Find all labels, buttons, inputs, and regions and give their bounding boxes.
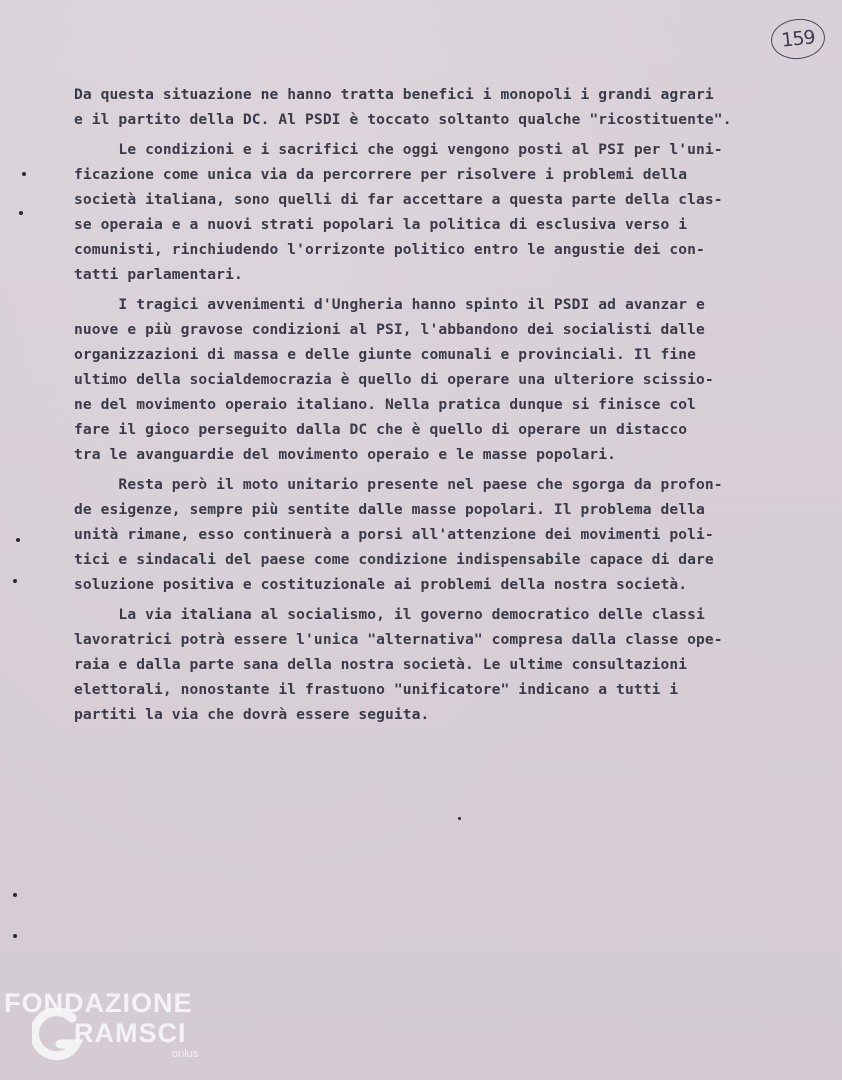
text-line: unità rimane, esso continuerà a porsi all'attenzione dei movimenti poli- bbox=[74, 526, 714, 543]
text-line: soluzione positiva e costituzionale ai problemi della nostra società. bbox=[74, 576, 688, 593]
margin-mark bbox=[13, 579, 17, 583]
watermark-line1: FONDAZIONE bbox=[4, 988, 193, 1018]
text-line: tici e sindacali del paese come condizione indispensabile capace di dare bbox=[74, 551, 714, 568]
text-line: I tragici avvenimenti d'Ungheria hanno spinto il PSDI ad avanzar e bbox=[74, 296, 705, 313]
page-number-stamp: 159 bbox=[769, 16, 827, 61]
margin-mark bbox=[19, 211, 23, 215]
text-line: organizzazioni di massa e delle giunte comunali e provinciali. Il fine bbox=[74, 346, 697, 363]
text-line: Le condizioni e i sacrifici che oggi vengono posti al PSI per l'uni- bbox=[74, 141, 723, 158]
text-line: tra le avanguardie del movimento operaio e le masse popolari. bbox=[74, 446, 617, 463]
text-line: fare il gioco perseguito dalla DC che è quello di operare un distacco bbox=[74, 421, 688, 438]
text-line: nuove e più gravose condizioni al PSI, l'abbandono dei socialisti dalle bbox=[74, 321, 705, 338]
text-line: ne del movimento operaio italiano. Nella pratica dunque si finisce col bbox=[74, 396, 697, 413]
text-line: ficazione come unica via da percorrere per risolvere i problemi della bbox=[74, 166, 688, 183]
text-line: lavoratrici potrà essere l'unica "alternativa" compresa dalla classe ope- bbox=[74, 631, 723, 648]
text-line: raia e dalla parte sana della nostra società. Le ultime consultazioni bbox=[74, 656, 688, 673]
margin-mark bbox=[13, 934, 17, 938]
text-line: de esigenze, sempre più sentite dalle masse popolari. Il problema della bbox=[74, 501, 705, 518]
margin-mark bbox=[16, 538, 20, 542]
typewritten-body bbox=[74, 82, 814, 727]
watermark-line3: onlus bbox=[172, 1048, 199, 1060]
margin-mark bbox=[13, 893, 17, 897]
text-line: partiti la via che dovrà essere seguita. bbox=[74, 706, 430, 723]
text-line: Da questa situazione ne hanno tratta benefici i monopoli i grandi agrari bbox=[74, 86, 714, 103]
text-line: elettorali, nonostante il frastuono "unificatore" indicano a tutti i bbox=[74, 681, 679, 698]
text-line: comunisti, rinchiudendo l'orrizonte politico entro le angustie dei con- bbox=[74, 241, 705, 258]
ink-dot bbox=[458, 817, 461, 820]
watermark-line2: RAMSCI bbox=[74, 1018, 187, 1048]
text-line: società italiana, sono quelli di far accettare a questa parte della clas- bbox=[74, 191, 723, 208]
text-line: tatti parlamentari. bbox=[74, 266, 243, 283]
text-line: La via italiana al socialismo, il governo democratico delle classi bbox=[74, 606, 705, 623]
text-line: ultimo della socialdemocrazia è quello di operare una ulteriore scissio- bbox=[74, 371, 714, 388]
margin-mark bbox=[22, 172, 26, 176]
fondazione-gramsci-watermark bbox=[4, 986, 214, 1078]
text-line: se operaia e a nuovi strati popolari la politica di esclusiva verso i bbox=[74, 216, 688, 233]
text-line: Resta però il moto unitario presente nel paese che sgorga da profon- bbox=[74, 476, 723, 493]
text-line: e il partito della DC. Al PSDI è toccato soltanto qualche "ricostituente". bbox=[74, 111, 732, 128]
